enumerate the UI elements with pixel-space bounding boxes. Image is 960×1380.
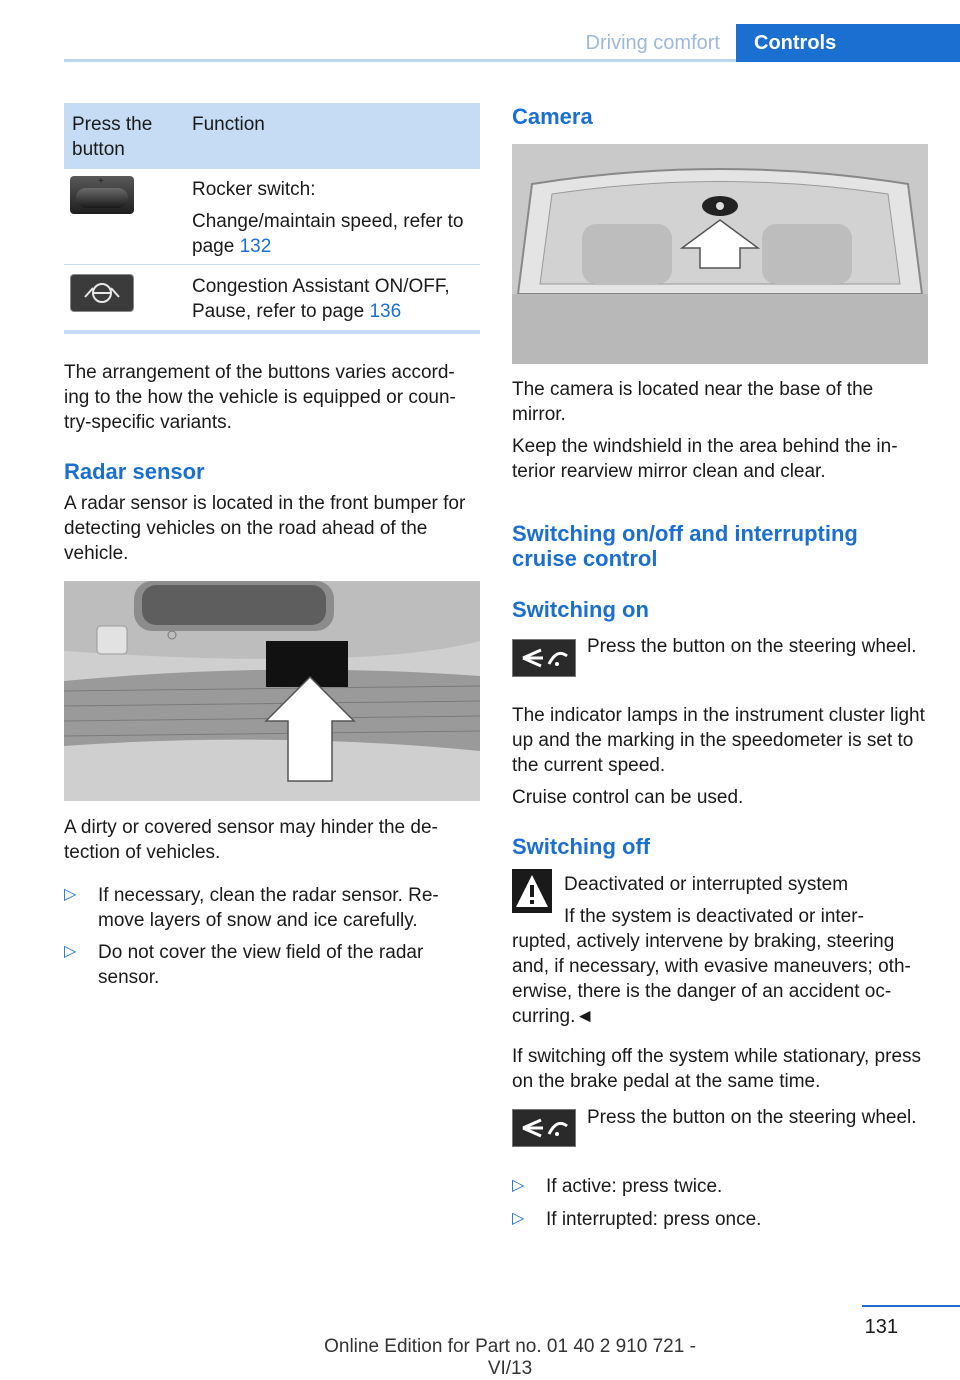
dirty-sensor-paragraph: A dirty or covered sensor may hinder the de-tection of vehicles. xyxy=(64,817,438,863)
bullet-icon: ▷ xyxy=(512,1177,525,1194)
cruise-usable-paragraph: Cruise control can be used. xyxy=(512,787,744,808)
indicator-paragraph: The indicator lamps in the instrument cluster light up and the marking in the speedometer is set to the current speed. xyxy=(512,705,925,776)
radar-sensor-image xyxy=(64,581,480,801)
congestion-assistant-icon xyxy=(70,274,134,312)
left-bullet-2: Do not cover the view field of the radar sensor. xyxy=(98,942,424,988)
header-section: Driving comfort xyxy=(585,32,720,54)
table-row-divider xyxy=(64,264,480,265)
bullet-icon: ▷ xyxy=(64,886,77,903)
footer-rule xyxy=(862,1305,960,1307)
table-col-button: Press the button xyxy=(72,114,153,160)
table-bottom-rule xyxy=(64,330,480,334)
right-bullet-2: If interrupted: press once. xyxy=(546,1209,762,1230)
camera-image xyxy=(512,144,928,364)
table-row-1-desc: Change/maintain speed, refer to page 132 xyxy=(192,211,464,257)
radar-sensor-heading: Radar sensor xyxy=(64,459,205,484)
arrangement-paragraph: The arrangement of the buttons varies accord-ing to the how the vehicle is equipped or coun-try-specific variants. xyxy=(64,362,456,433)
bullet-icon: ▷ xyxy=(64,943,77,960)
camera-heading: Camera xyxy=(512,104,593,129)
switching-off-instruction: Press the button on the steering wheel. xyxy=(587,1107,917,1128)
warning-title: Deactivated or interrupted system xyxy=(564,874,849,895)
warning-text-first: If the system is deactivated or inter- xyxy=(564,906,864,927)
page-number: 131 xyxy=(864,1316,898,1338)
bullet-icon: ▷ xyxy=(512,1210,525,1227)
rocker-switch-icon: + xyxy=(70,176,134,214)
switching-off-heading: Switching off xyxy=(512,834,651,859)
page-link-136[interactable]: 136 xyxy=(369,301,402,322)
table-row-2-desc: Congestion Assistant ON/OFF, Pause, refer to page 136 xyxy=(192,276,450,322)
table-row-1-title: Rocker switch: xyxy=(192,179,316,200)
camera-location-paragraph: The camera is located near the base of the mirror. xyxy=(512,379,874,425)
switching-on-instruction: Press the button on the steering wheel. xyxy=(587,636,917,657)
header-chapter: Controls xyxy=(736,24,960,62)
page-link-132[interactable]: 132 xyxy=(239,236,272,257)
left-bullet-1: If necessary, clean the radar sensor. Re-move layers of snow and ice carefully. xyxy=(98,885,439,931)
switching-heading: Switching on/off and interrupting cruise control xyxy=(512,521,858,571)
stationary-paragraph: If switching off the system while stationary, press on the brake pedal at the same time. xyxy=(512,1046,922,1092)
radar-paragraph: A radar sensor is located in the front bumper for detecting vehicles on the road ahead of the vehicle. xyxy=(64,493,466,564)
switching-on-heading: Switching on xyxy=(512,597,649,622)
warning-triangle-icon xyxy=(512,869,552,913)
cruise-control-button-icon xyxy=(512,639,576,677)
windshield-paragraph: Keep the windshield in the area behind the in-terior rearview mirror clean and clear. xyxy=(512,436,898,482)
cruise-control-button-icon xyxy=(512,1109,576,1147)
right-bullet-1: If active: press twice. xyxy=(546,1176,723,1197)
table-col-function: Function xyxy=(192,114,265,135)
warning-text-rest: rupted, actively intervene by braking, steering and, if necessary, with evasive maneuvers; oth-erwise, there is the danger of an accident oc-curring.◄ xyxy=(512,931,911,1027)
edition-line: Online Edition for Part no. 01 40 2 910 721 - VI/13 xyxy=(324,1336,696,1379)
